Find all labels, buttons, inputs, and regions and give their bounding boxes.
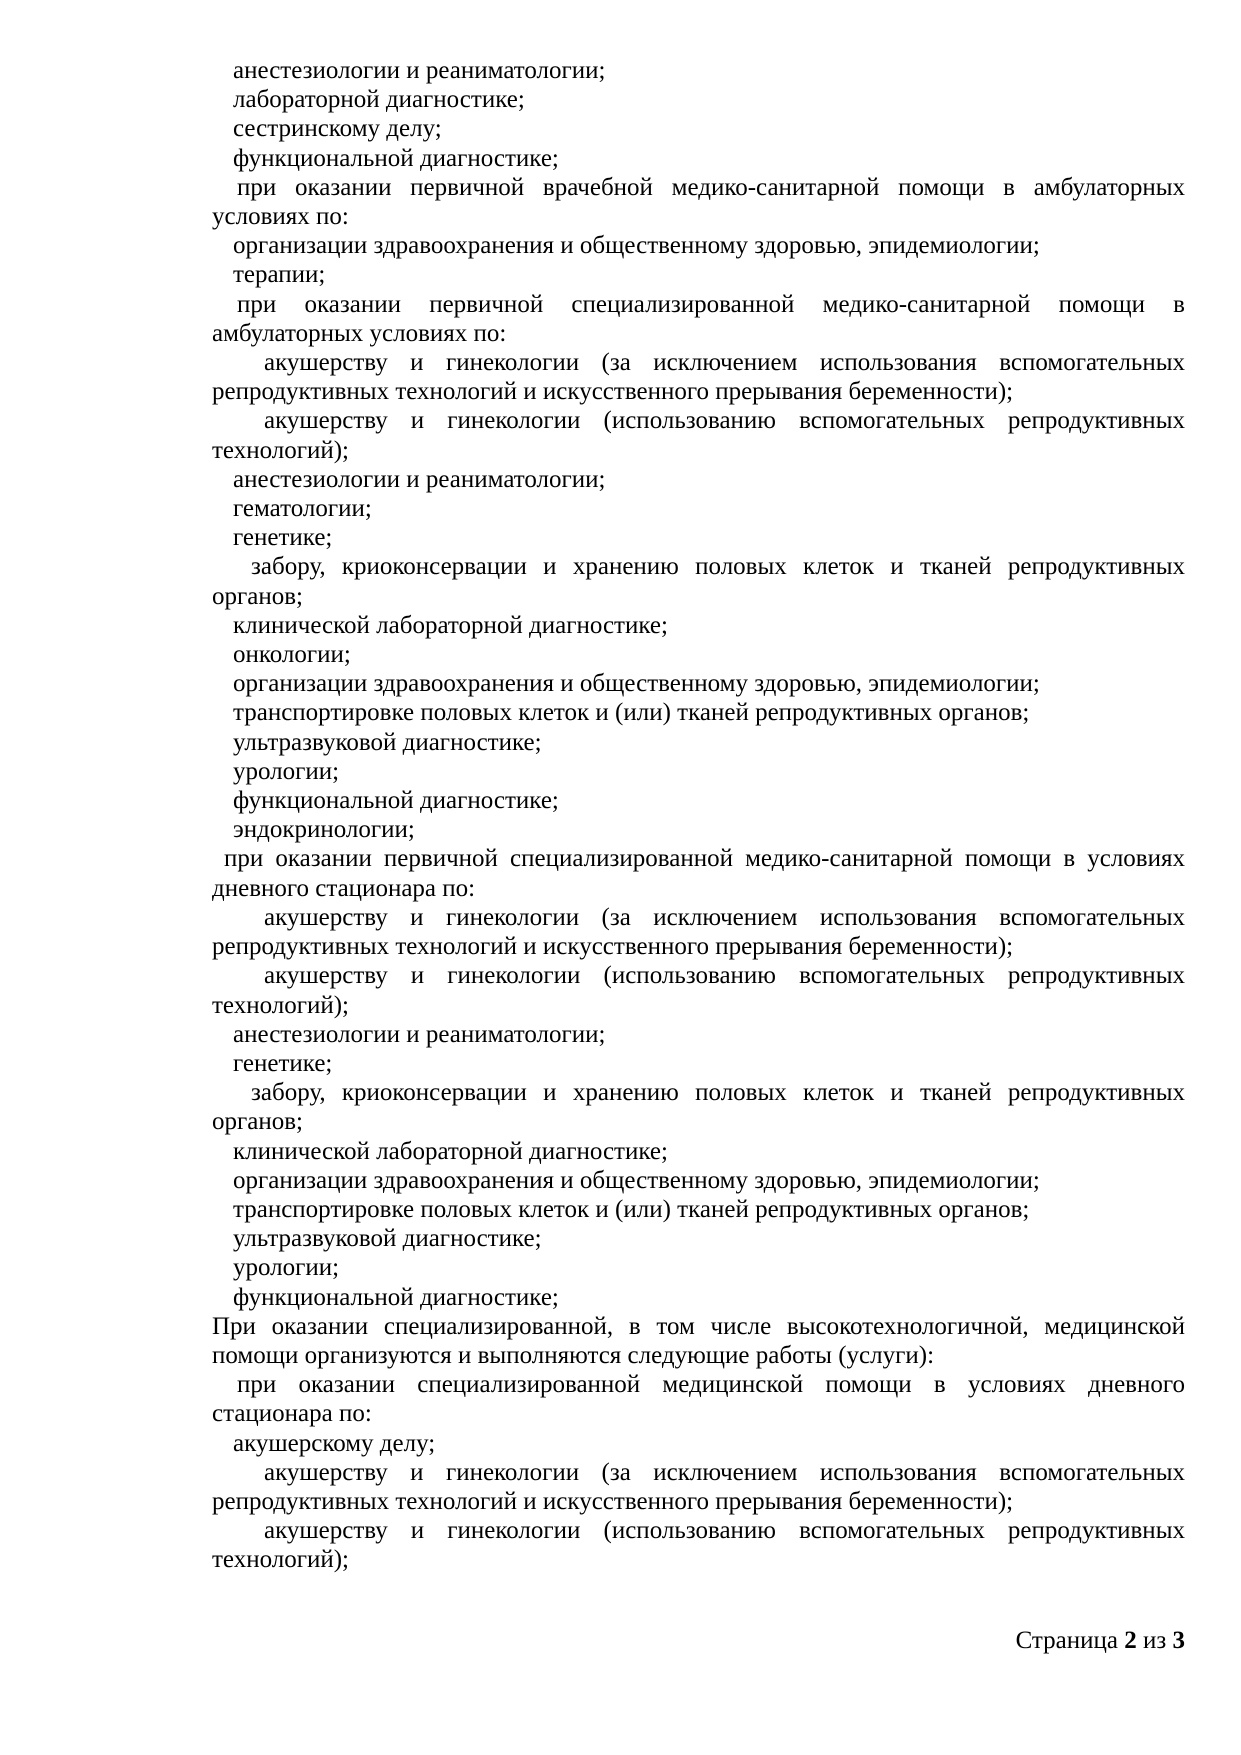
- paragraph: урологии;: [233, 1254, 340, 1282]
- paragraph: функциональной диагностике;: [233, 144, 559, 172]
- paragraph: акушерскому делу;: [233, 1429, 436, 1457]
- paragraph: функциональной диагностике;: [233, 1283, 559, 1311]
- page-footer: [1016, 1626, 1185, 1655]
- paragraph: анестезиологии и реаниматологии;: [233, 465, 606, 493]
- paragraph: эндокринологии;: [233, 816, 415, 844]
- paragraph: организации здравоохранения и общественному здоровью, эпидемиологии;: [233, 232, 1040, 260]
- paragraph: терапии;: [233, 261, 326, 289]
- paragraph: гематологии;: [233, 495, 372, 523]
- paragraph: транспортировке половых клеток и (или) тканей репродуктивных органов;: [233, 1195, 1030, 1223]
- paragraph: функциональной диагностике;: [233, 787, 559, 815]
- paragraph: онкологии;: [233, 641, 351, 669]
- paragraph: при оказании первичной специализированной медико-санитарной помощи в условиях дневного стационара по:: [212, 845, 1185, 902]
- paragraph: ультразвуковой диагностике;: [233, 728, 542, 756]
- paragraph: генетике;: [233, 524, 333, 552]
- footer-label: Страница: [1015, 1627, 1118, 1654]
- paragraph: При оказании специализированной, в том числе высокотехнологичной, медицинской помощи организуются и выполняются следующие работы (услуги):: [212, 1312, 1185, 1369]
- paragraph: акушерству и гинекологии (за исключением использования вспомогательных репродуктивных технологий и искусственного прерывания беременности);: [212, 1458, 1185, 1515]
- paragraph: анестезиологии и реаниматологии;: [233, 57, 606, 84]
- paragraph: акушерству и гинекологии (использованию вспомогательных репродуктивных технологий);: [212, 407, 1185, 464]
- footer-of-word: из: [1142, 1627, 1167, 1654]
- paragraph: урологии;: [233, 757, 340, 785]
- footer-page-number: 2: [1124, 1627, 1137, 1654]
- paragraph: забору, криоконсервации и хранению половых клеток и тканей репродуктивных органов;: [212, 553, 1185, 610]
- paragraph: акушерству и гинекологии (за исключением использования вспомогательных репродуктивных технологий и искусственного прерывания беременности);: [212, 903, 1185, 961]
- paragraph: транспортировке половых клеток и (или) тканей репродуктивных органов;: [233, 699, 1030, 727]
- paragraph: организации здравоохранения и общественному здоровью, эпидемиологии;: [233, 1166, 1040, 1194]
- paragraph: акушерству и гинекологии (использованию вспомогательных репродуктивных технологий);: [212, 962, 1185, 1019]
- paragraph: акушерству и гинекологии (использованию вспомогательных репродуктивных технологий);: [212, 1517, 1185, 1574]
- paragraph: при оказании первичной специализированной медико-санитарной помощи в амбулаторных условиях по:: [212, 290, 1185, 347]
- paragraph: анестезиологии и реаниматологии;: [233, 1020, 606, 1048]
- paragraph: при оказании специализированной медицинской помощи в условиях дневного стационара по:: [212, 1371, 1185, 1428]
- paragraph: клинической лабораторной диагностике;: [233, 1137, 668, 1165]
- paragraph: при оказании первичной врачебной медико-санитарной помощи в амбулаторных условиях по:: [212, 173, 1185, 231]
- paragraph: акушерству и гинекологии (за исключением использования вспомогательных репродуктивных технологий и искусственного прерывания беременности);: [212, 349, 1185, 406]
- paragraph: генетике;: [233, 1049, 333, 1077]
- paragraph: организации здравоохранения и общественному здоровью, эпидемиологии;: [233, 670, 1040, 698]
- paragraph: забору, криоконсервации и хранению половых клеток и тканей репродуктивных органов;: [212, 1079, 1185, 1136]
- paragraph: лабораторной диагностике;: [233, 86, 525, 114]
- footer-total-pages: 3: [1172, 1627, 1185, 1654]
- paragraph: клинической лабораторной диагностике;: [233, 611, 668, 639]
- paragraph: ультразвуковой диагностике;: [233, 1225, 542, 1253]
- paragraph: сестринскому делу;: [233, 115, 442, 143]
- document-body: [212, 56, 1185, 1575]
